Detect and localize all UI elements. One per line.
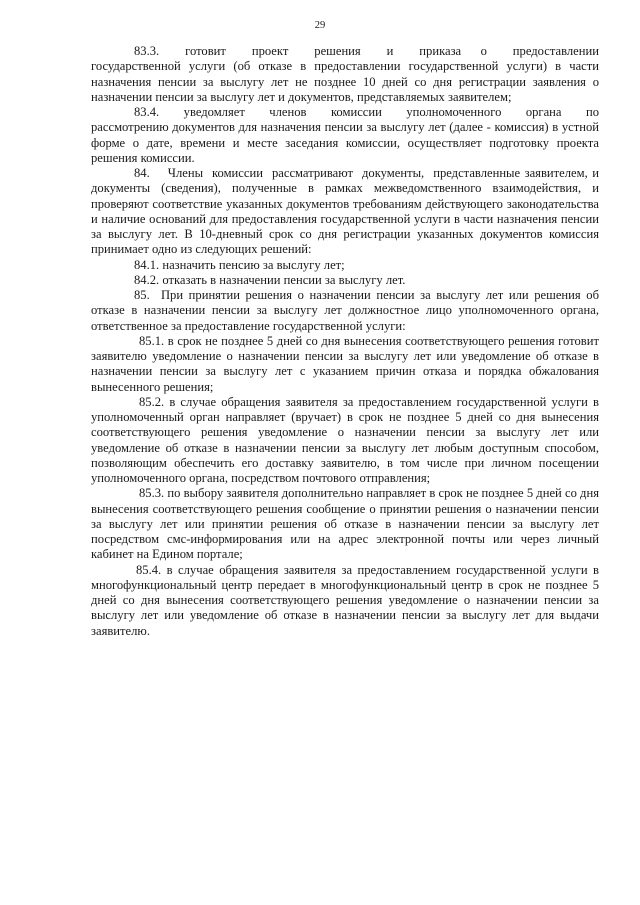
paragraph-85: 85. При принятии решения о назначении пенсии за выслугу лет или решения об отказе в назначении пенсии за выслугу лет должностное лицо уполномоченного органа, ответственное за предоставление государственной услуги: — [91, 288, 599, 333]
document-body — [91, 44, 599, 639]
paragraph-83-4: 83.4. уведомляет членов комиссии уполномоченного органа по рассмотрению документов для назначения пенсии за выслугу лет (далее - комиссия) в устной форме о дате, времени и месте заседания комиссии, осуществляет подготовку проекта решения комиссии. — [91, 105, 599, 165]
paragraph-85-3: 85.3. по выбору заявителя дополнительно направляет в срок не позднее 5 дней со дня вынесения соответствующего решения сообщение о принятии решения о назначении пенсии за выслугу лет или принятии решения об отказе в назначении пенсии за выслугу лет посредством смс-информирования или на адрес электронной почты или через личный кабинет на Едином портале; — [91, 486, 599, 562]
paragraph-84-1: 84.1. назначить пенсию за выслугу лет; — [134, 257, 345, 272]
paragraph-84: 84. Члены комиссии рассматривают документы, представленные заявителем, и документы (сведения), полученные в рамках межведомственного взаимодействия, и проверяют соответствие указанных документов требованиям действующего законодательства и наличие оснований для предоставления государственной услуги в части назначения пенсии за выслугу лет. В 10-дневный срок со дня регистрации указанных документов комиссия принимает одно из следующих решений: — [91, 166, 599, 257]
paragraph-83-3: 83.3. готовит проект решения и приказа о предоставлении государственной услуги (об отказе в предоставлении государственной услуги) в части назначения пенсии за выслугу лет не позднее 10 дней со дня регистрации заявления о назначении пенсии за выслугу лет и документов, представляемых заявителем; — [91, 44, 599, 104]
paragraph-85-4: 85.4. в случае обращения заявителя за предоставлением государственной услуги в многофункциональный центр передает в многофункциональный центр в срок не позднее 5 дней со дня вынесения соответствующего решения уведомление о назначении пенсии за выслугу лет или уведомление об отказе в назначении пенсии за выслугу лет для выдачи заявителю. — [91, 562, 599, 638]
paragraph-85-1: 85.1. в срок не позднее 5 дней со дня вынесения соответствующего решения готовит заявителю уведомление о назначении пенсии за выслугу лет или уведомление об отказе в назначении пенсии за выслугу лет с указанием причин отказа и порядка обжалования вынесенного решения; — [91, 333, 599, 394]
page-number: 29 — [314, 20, 326, 31]
paragraph-85-2: 85.2. в случае обращения заявителя за предоставлением государственной услуги в уполномоченный орган направляет (вручает) в срок не позднее 5 дней со дня вынесения соответствующего решения уведомление о назначении пенсии за выслугу лет или уведомление об отказе в назначении пенсии за выслугу лет любым доступным способом, позволяющим обеспечить его доставку заявителю, в том числе при личном посещении уполномоченного органа, посредством почтового отправления; — [91, 394, 599, 485]
paragraph-84-2: 84.2. отказать в назначении пенсии за выслугу лет. — [134, 272, 406, 287]
